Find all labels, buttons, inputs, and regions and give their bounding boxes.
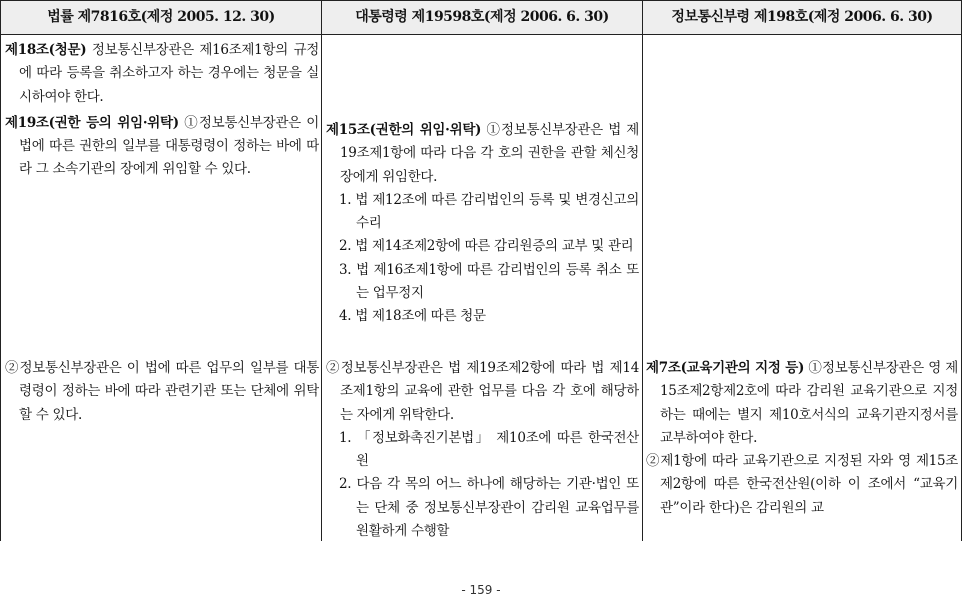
list-item: 1. 법 제12조에 따른 감리법인의 등록 및 변경신고의 수리 <box>339 191 639 232</box>
row1-law-cell <box>5 39 319 349</box>
list-item: 2. 다음 각 목의 어느 하나에 해당하는 기관·법인 또는 단체 중 정보통신부장관이 감리원 교육업무를 원활하게 수행할 <box>339 476 639 539</box>
row2-ordinance-cell <box>646 357 958 539</box>
list-item: 4. 법 제18조에 따른 청문 <box>339 308 486 325</box>
law-article-19 <box>5 112 319 182</box>
list-item: 3. 법 제16조제1항에 따른 감리법인의 등록 취소 또는 업무정지 <box>339 261 639 302</box>
header-ordinance: 정보통신부령 제198호(제정 2006. 6. 30) <box>671 9 933 25</box>
article-text: ①정보통신부장관은 영 제15조제2항제2호에 따라 감리원 교육기관으로 지정하는 때에는 별지 제10호서식의 교육기관지정서를 교부하여야 한다. <box>660 360 958 446</box>
list-item: 1. 「정보화촉진기본법」 제10조에 따른 한국전산원 <box>339 429 639 470</box>
header-law: 법률 제7816호(제정 2005. 12. 30) <box>47 9 275 25</box>
list-item: 2. 법 제14조제2항에 따른 감리원증의 교부 및 관리 <box>339 238 634 255</box>
article-title: 제7조(교육기관의 지정 등) <box>646 360 805 376</box>
article-text: ①정보통신부장관은 이 법에 따른 권한의 일부를 대통령령이 정하는 바에 따라 그 소속기관의 장에게 위임할 수 있다. <box>19 114 319 178</box>
column-divider-1 <box>321 1 322 541</box>
row1-decree-cell <box>326 119 639 349</box>
article-title: 제19조(권한 등의 위임·위탁) <box>5 114 179 131</box>
article-title: 제15조(권한의 위임·위탁) <box>326 122 482 138</box>
column-divider-2 <box>642 1 643 541</box>
law-article-18 <box>5 39 319 109</box>
article-text: ①정보통신부장관은 법 제19조제1항에 따라 다음 각 호의 권한을 관할 체신청장에게 위임한다. <box>340 122 639 185</box>
ordinance-article-7-para-2: ②제1항에 따라 교육기관으로 지정된 자와 영 제15조제2항에 따른 한국전산원(이하 이 조에서 “교육기관”이라 한다)은 감리원의 교 <box>646 453 958 516</box>
decree-article-15 <box>326 119 639 189</box>
ordinance-article-7 <box>646 357 958 450</box>
article-title: 제18조(청문) <box>5 42 87 58</box>
page-number: - 159 - <box>461 583 501 597</box>
decree-article-15-para-2: ②정보통신부장관은 법 제19조제2항에 따라 법 제14조제1항의 교육에 관한 업무를 다음 각 호에 해당하는 자에게 위탁한다. <box>326 360 639 423</box>
law-article-19-para-2: ②정보통신부장관은 이 법에 따른 업무의 일부를 대통령령이 정하는 바에 따라 관련기관 또는 단체에 위탁할 수 있다. <box>5 360 319 423</box>
row2-law-cell <box>5 357 319 539</box>
table-header <box>1 1 961 35</box>
article-text: 정보통신부장관은 제16조제1항의 규정에 따라 등록을 취소하고자 하는 경우에는 청문을 실시하여야 한다. <box>19 42 319 105</box>
row2-decree-cell <box>326 357 639 539</box>
header-decree: 대통령령 제19598호(제정 2006. 6. 30) <box>355 9 609 25</box>
